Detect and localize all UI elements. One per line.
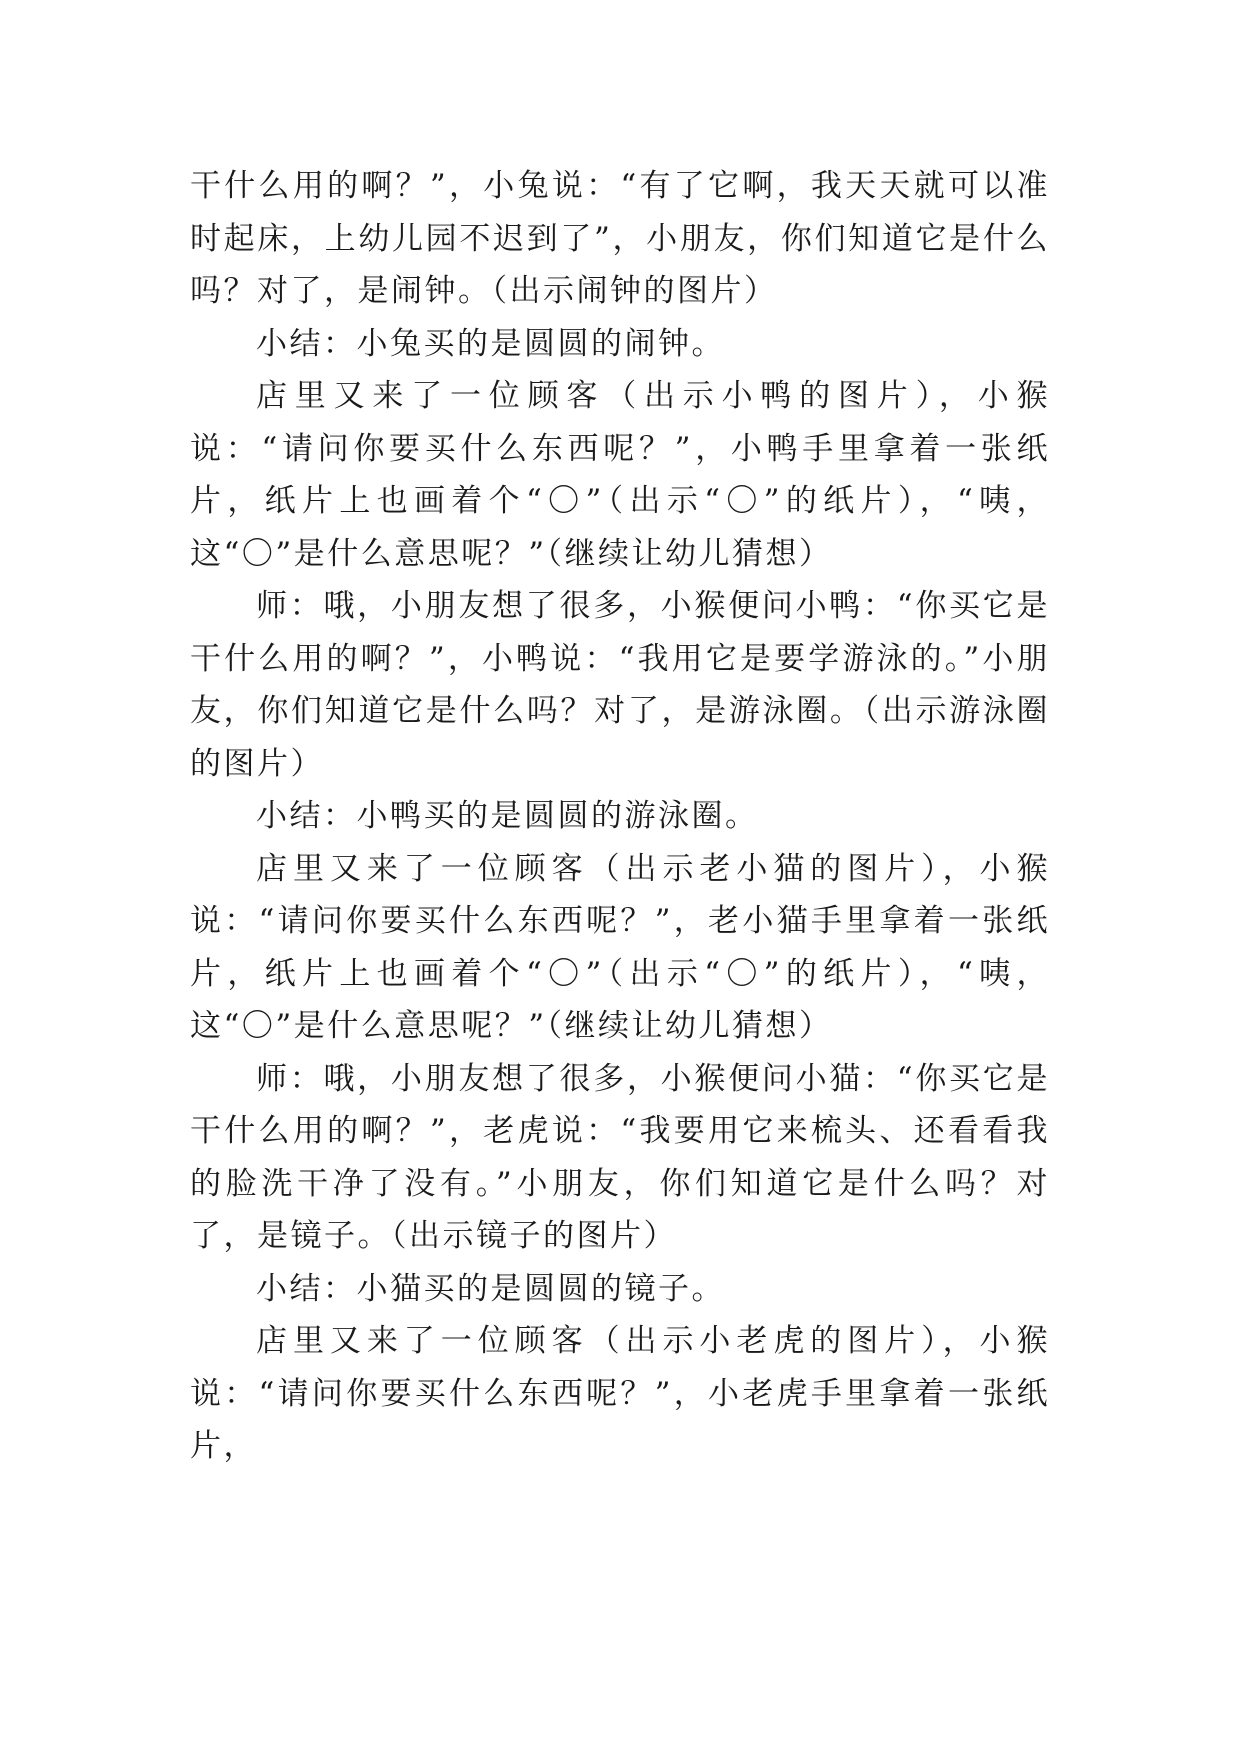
document-body xyxy=(190,160,1050,1473)
paragraph-summary-swim-ring: 小结：小鸭买的是圆圆的游泳圈。 xyxy=(256,798,759,834)
paragraph-summary-mirror: 小结：小猫买的是圆圆的镜子。 xyxy=(256,1270,725,1307)
paragraph-teacher-cat: 师：哦，小朋友想了很多，小猴便问小猫：“你买它是干什么用的啊？”，老虎说：“我要用它来梳头、还看看我的脸洗干净了没有。”小朋友，你们知道它是什么吗？对了，是镜子。（出示镜子的图片） xyxy=(190,1060,1050,1254)
paragraph-continued-alarm-clock: 干什么用的啊？”，小兔说：“有了它啊，我天天就可以准时起床，上幼儿园不迟到了”，小朋友，你们知道它是什么吗？对了，是闹钟。（出示闹钟的图片） xyxy=(190,168,1050,309)
paragraph-cat-customer: 店里又来了一位顾客（出示老小猫的图片），小猴说：“请问你要买什么东西呢？”，老小猫手里拿着一张纸片，纸片上也画着个“〇”（出示“〇”的纸片），“咦，这“〇”是什么意思呢？”（继续让幼儿猜想） xyxy=(190,850,1050,1044)
paragraph-teacher-duck: 师：哦，小朋友想了很多，小猴便问小鸭：“你买它是干什么用的啊？”，小鸭说：“我用它是要学游泳的。”小朋友，你们知道它是什么吗？对了，是游泳圈。（出示游泳圈的图片） xyxy=(190,588,1050,782)
paragraph-tiger-customer: 店里又来了一位顾客（出示小老虎的图片），小猴说：“请问你要买什么东西呢？”，小老虎手里拿着一张纸片， xyxy=(190,1323,1050,1464)
paragraph-summary-alarm-clock: 小结：小兔买的是圆圆的闹钟。 xyxy=(256,325,725,362)
paragraph-duck-customer: 店里又来了一位顾客（出示小鸭的图片），小猴说：“请问你要买什么东西呢？”，小鸭手里拿着一张纸片，纸片上也画着个“〇”（出示“〇”的纸片），“咦，这“〇”是什么意思呢？”（继续让幼儿猜想） xyxy=(190,378,1050,572)
